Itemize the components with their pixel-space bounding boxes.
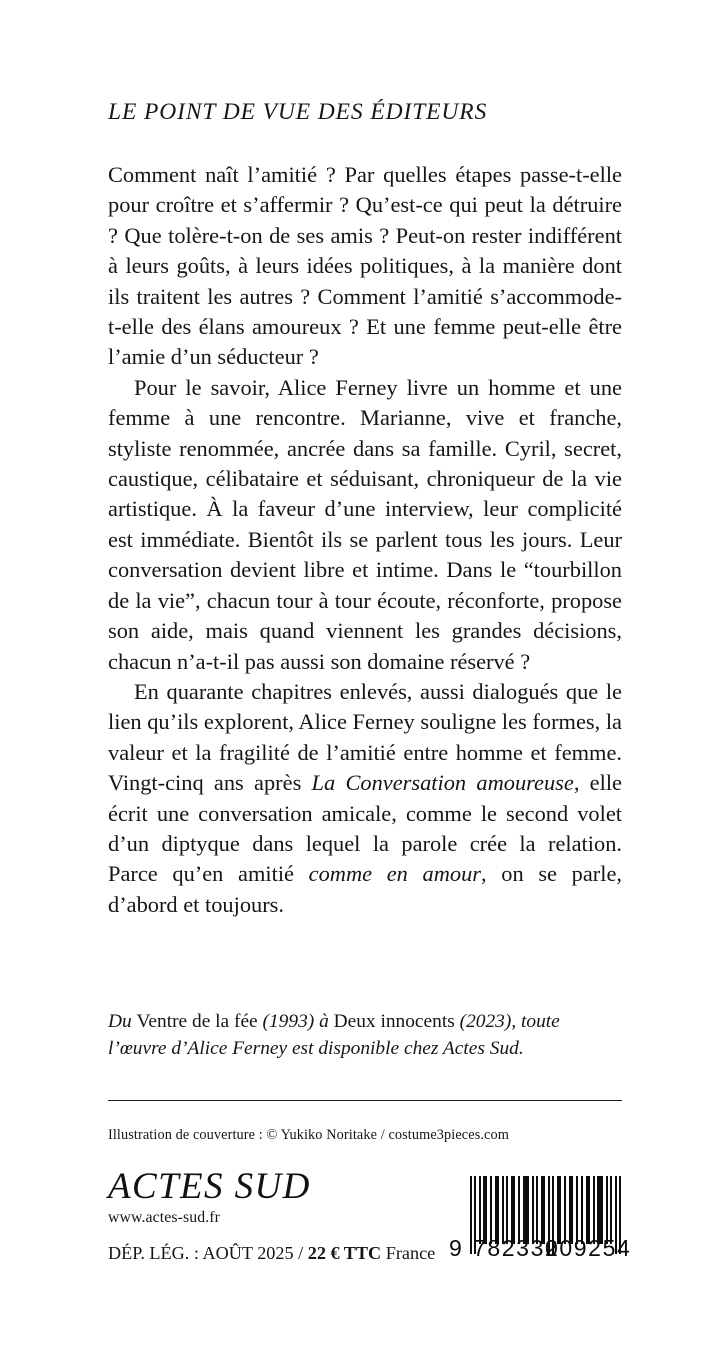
barcode-block [449, 1172, 632, 1264]
blurb-paragraph-2: Pour le savoir, Alice Ferney livre un homme et une femme à une rencontre. Marianne, vive et franche, styliste renommée, ancrée dans sa famille. Cyril, secret, caustique, célibataire et séduisant, chroniqueur de la vie artistique. À la faveur d’une interview, leur complicité est immédiate. Bientôt ils se parlent tous les jours. Leur conversation devient libre et intime. Dans le “tourbillon de la vie”, chacun tour à tour écoute, réconforte, propose son aide, mais quand viennent les grandes décisions, chacun n’a-t-il pas aussi son domaine réservé ? [108, 374, 622, 674]
biblio-title-deux-innocents: Deux innocents [333, 1011, 455, 1032]
barcode-lead-digit: 9 [449, 1235, 463, 1261]
price-country: France [381, 1243, 436, 1263]
biblio-mid-1: (1993) à [257, 1011, 334, 1032]
book-title-la-conversation-amoureuse: La Conversation amoureuse [311, 770, 574, 796]
blurb-p3-part1: En quarante chapitres enlevés, aussi dialogués que le lien qu’ils explorent, Alice Ferney souligne les formes, la valeur et la fragilité de l’amitié entre homme et femme. Vingt-cinq ans après [108, 678, 622, 796]
illustration-credit: Illustration de couverture : © Yukiko Noritake / costume3pieces.com [108, 1127, 509, 1143]
bibliography-note [108, 1008, 622, 1062]
blurb-body [108, 160, 622, 920]
publisher-website[interactable]: www.actes-sud.fr [108, 1208, 220, 1226]
barcode-ean13-icon [449, 1172, 624, 1264]
legal-deposit-line [108, 1243, 435, 1265]
publisher-logo-actes-sud: ACTES SUD [108, 1166, 311, 1207]
biblio-title-ventre-de-la-fee: Ventre de la fée [136, 1011, 258, 1032]
price-label: 22 € TTC [307, 1243, 382, 1263]
footer-divider [108, 1100, 622, 1101]
barcode-right-group: 209254 [545, 1235, 632, 1261]
blurb-p3-part2: , elle écrit une conversation amicale, comme le second volet d’un diptyque dans lequel la parole crée la relation. Parce qu’en amitié [108, 770, 622, 887]
legal-deposit-text: DÉP. LÉG. : AOÛT 2025 / [108, 1243, 308, 1263]
biblio-lead: Du [108, 1011, 137, 1032]
page-title: LE POINT DE VUE DES ÉDITEURS [108, 99, 488, 125]
blurb-emphasis-comme-en-amour: comme en amour [308, 861, 482, 887]
blurb-p3-part3: , on se parle, d’abord et toujours. [108, 861, 622, 917]
blurb-paragraph-1: Comment naît l’amitié ? Par quelles étapes passe-t-elle pour croître et s’affermir ? Qu’est-ce qui peut la détruire ? Que tolère-t-on de ses amis ? Peut-on rester indifférent à leurs goûts, à leurs idées politiques, à la manière dont ils traitent les autres ? Comment l’amitié s’accommode-t-elle des élans amoureux ? Et une femme peut-elle être l’amie d’un séducteur ? [108, 162, 622, 370]
cover-content-column [108, 0, 632, 1358]
biblio-mid-2: (2023), toute l’œuvre d’Alice Ferney est disponible chez Actes Sud. [108, 1011, 560, 1059]
cover-footer [108, 1166, 632, 1288]
barcode-left-group: 782330 [473, 1235, 560, 1261]
blurb-paragraph-3 [108, 677, 622, 920]
publisher-block [108, 1168, 428, 1227]
